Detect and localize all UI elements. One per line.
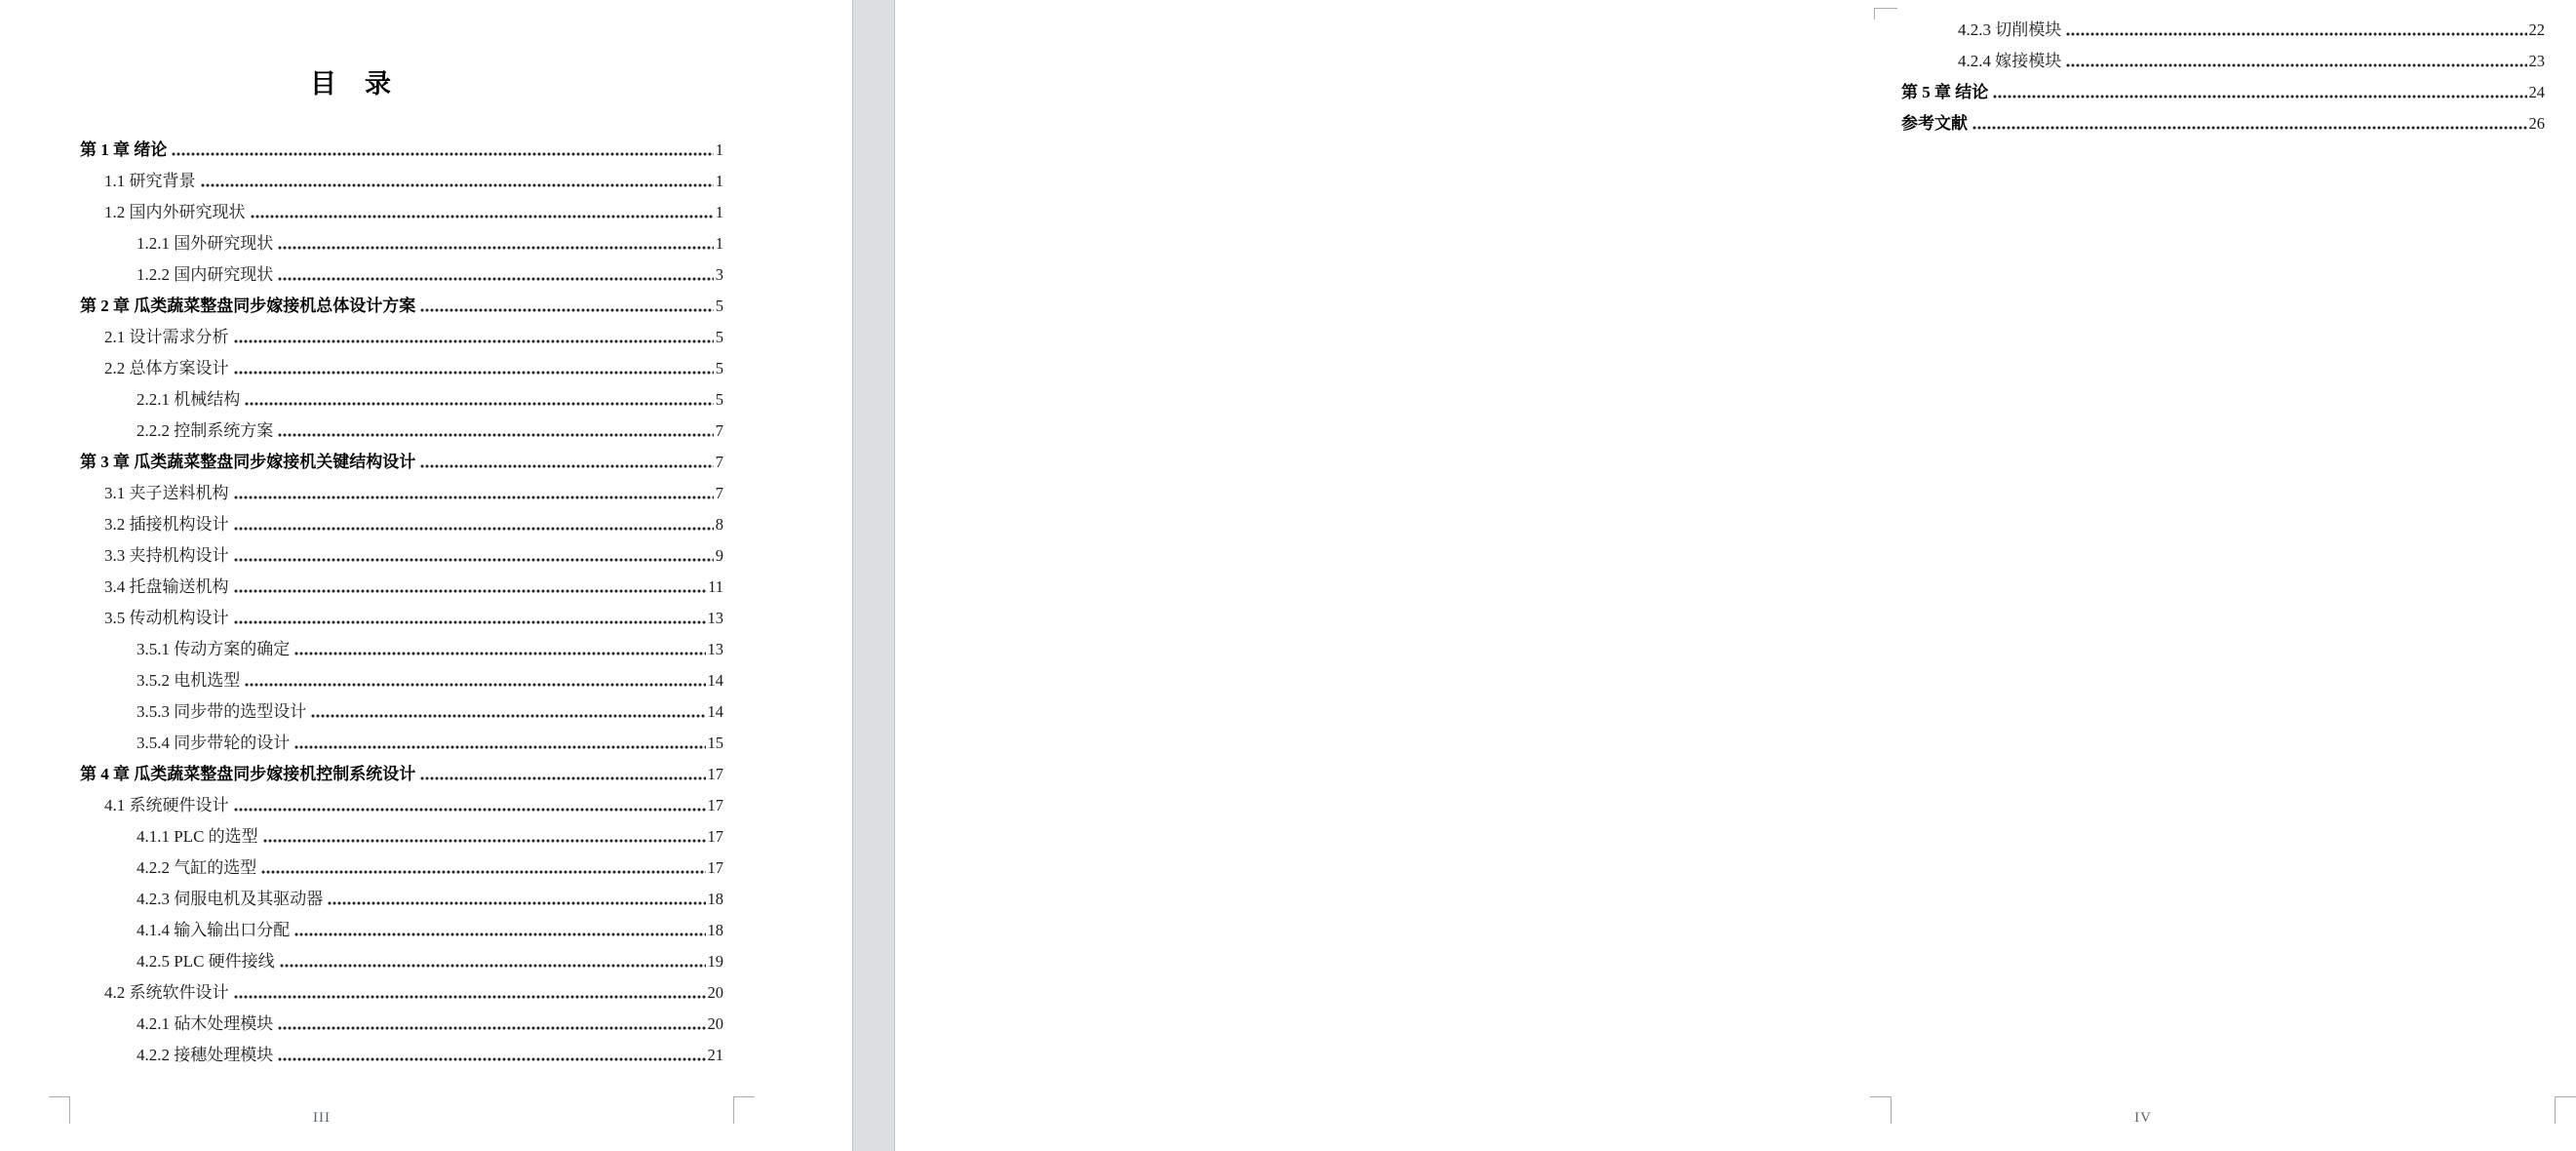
page-gap-divider xyxy=(852,0,895,1151)
toc-entry-page-number: 11 xyxy=(708,577,723,596)
dot-leader xyxy=(278,1026,705,1030)
toc-entry[interactable] xyxy=(80,321,723,352)
toc-entry-label: 3.5.2 电机选型 xyxy=(137,671,241,690)
toc-entry-page-number: 15 xyxy=(707,734,723,752)
dot-leader xyxy=(245,683,705,687)
dot-leader xyxy=(1993,95,2526,99)
toc-entry[interactable] xyxy=(80,820,723,852)
dot-leader xyxy=(420,308,714,312)
dot-leader xyxy=(2066,63,2526,67)
toc-entry-label: 第 5 章 结论 xyxy=(1901,83,1989,101)
toc-entry-page-number: 13 xyxy=(707,609,723,627)
toc-entry-label: 2.2 总体方案设计 xyxy=(104,359,229,377)
dot-leader xyxy=(328,901,705,905)
toc-entry[interactable] xyxy=(80,415,723,446)
toc-entry-label: 3.5.3 同步带的选型设计 xyxy=(137,702,307,721)
page-right xyxy=(895,0,2545,1151)
toc-entry-page-number: 23 xyxy=(2528,52,2545,70)
dot-leader xyxy=(245,402,714,406)
dot-leader xyxy=(1972,126,2527,130)
toc-entry[interactable] xyxy=(80,165,723,196)
dot-leader xyxy=(263,839,706,843)
dot-leader xyxy=(234,620,706,624)
toc-entry-page-number: 21 xyxy=(707,1046,723,1064)
toc-entry[interactable] xyxy=(80,883,723,914)
toc-entry[interactable] xyxy=(80,508,723,539)
dot-leader xyxy=(234,496,714,499)
toc-entry-label: 第 1 章 绪论 xyxy=(80,140,168,159)
dot-leader xyxy=(261,870,705,874)
toc-entry[interactable] xyxy=(1901,14,2545,45)
toc-entry-label: 参考文献 xyxy=(1901,114,1968,133)
toc-entry-page-number: 17 xyxy=(707,765,723,783)
toc-entry-label: 4.2.2 接穗处理模块 xyxy=(137,1046,274,1064)
toc-entry-page-number: 3 xyxy=(715,265,723,284)
toc-entry-label: 3.4 托盘输送机构 xyxy=(104,577,229,596)
toc-entry-page-number: 22 xyxy=(2528,20,2545,39)
toc-entry-label: 4.2.3 切削模块 xyxy=(1958,20,2062,39)
toc-entry[interactable] xyxy=(80,1008,723,1039)
toc-entry-page-number: 20 xyxy=(707,983,723,1002)
toc-entry[interactable] xyxy=(80,945,723,976)
toc-entry-label: 2.2.1 机械结构 xyxy=(137,390,241,409)
toc-entry-page-number: 1 xyxy=(715,234,723,253)
toc-entry-page-number: 5 xyxy=(715,359,723,377)
toc-entry-page-number: 7 xyxy=(715,484,723,502)
toc-entry-page-number: 17 xyxy=(707,858,723,877)
toc-entry-page-number: 8 xyxy=(715,515,723,534)
dot-leader xyxy=(234,995,706,999)
toc-entry-label: 2.2.2 控制系统方案 xyxy=(137,421,274,440)
toc-entry[interactable] xyxy=(80,1039,723,1070)
toc-entry-label: 1.2 国内外研究现状 xyxy=(104,203,246,221)
toc-entry-label: 4.1.4 输入输出口分配 xyxy=(137,921,291,939)
toc-entry-label: 3.5.1 传动方案的确定 xyxy=(137,640,291,658)
toc-entry-label: 4.2.1 砧木处理模块 xyxy=(137,1014,274,1033)
toc-entry[interactable] xyxy=(80,852,723,883)
toc-entry-label: 4.2.3 伺服电机及其驱动器 xyxy=(137,890,324,908)
toc-entry[interactable] xyxy=(80,976,723,1008)
toc-entry-label: 4.2.5 PLC 硬件接线 xyxy=(137,952,275,971)
toc-entry-label: 第 4 章 瓜类蔬菜整盘同步嫁接机控制系统设计 xyxy=(80,765,416,783)
toc-entry-page-number: 24 xyxy=(2528,83,2545,101)
toc-list-left xyxy=(80,134,723,1070)
dot-leader xyxy=(294,933,705,936)
toc-entry-page-number: 9 xyxy=(715,546,723,565)
toc-entry[interactable] xyxy=(80,539,723,571)
toc-entry-page-number: 7 xyxy=(715,453,723,471)
page-number-right: IV xyxy=(2134,1110,2152,1126)
toc-entry-label: 3.3 夹持机构设计 xyxy=(104,546,229,565)
toc-entry-page-number: 13 xyxy=(707,640,723,658)
toc-entry[interactable] xyxy=(80,914,723,945)
toc-entry[interactable] xyxy=(80,196,723,227)
toc-entry[interactable] xyxy=(80,633,723,664)
toc-entry[interactable] xyxy=(80,352,723,383)
toc-entry-page-number: 17 xyxy=(707,796,723,814)
dot-leader xyxy=(234,527,714,531)
toc-list-right xyxy=(1901,14,2545,139)
dot-leader xyxy=(311,714,705,718)
text-boundary-corner-mark xyxy=(1870,1096,1892,1124)
toc-entry-page-number: 1 xyxy=(715,203,723,221)
toc-entry[interactable] xyxy=(80,134,723,165)
toc-entry[interactable] xyxy=(80,695,723,727)
toc-entry[interactable] xyxy=(80,571,723,602)
toc-entry-label: 1.2.2 国内研究现状 xyxy=(137,265,274,284)
toc-entry-label: 4.1.1 PLC 的选型 xyxy=(137,827,258,846)
toc-entry-page-number: 20 xyxy=(707,1014,723,1033)
toc-entry[interactable] xyxy=(80,789,723,820)
dot-leader xyxy=(420,776,705,780)
dot-leader xyxy=(294,652,705,655)
dot-leader xyxy=(251,215,714,218)
dot-leader xyxy=(234,808,706,812)
toc-entry[interactable] xyxy=(1901,76,2545,107)
text-boundary-corner-mark xyxy=(1874,8,1897,20)
toc-entry[interactable] xyxy=(80,664,723,695)
toc-entry[interactable] xyxy=(80,727,723,758)
dot-leader xyxy=(278,433,714,437)
text-boundary-corner-mark xyxy=(2555,1096,2576,1124)
dot-leader xyxy=(280,964,706,968)
dot-leader xyxy=(278,277,714,281)
dot-leader xyxy=(172,152,714,156)
dot-leader xyxy=(234,589,707,593)
toc-entry-page-number: 17 xyxy=(707,827,723,846)
toc-entry-page-number: 5 xyxy=(715,390,723,409)
dot-leader xyxy=(234,558,714,562)
toc-entry-label: 2.1 设计需求分析 xyxy=(104,328,229,346)
toc-entry-page-number: 1 xyxy=(715,140,723,159)
toc-entry-page-number: 5 xyxy=(715,297,723,315)
toc-entry[interactable] xyxy=(80,290,723,321)
toc-entry-page-number: 14 xyxy=(707,702,723,721)
toc-entry-page-number: 18 xyxy=(707,890,723,908)
toc-entry-page-number: 7 xyxy=(715,421,723,440)
dot-leader xyxy=(294,745,705,749)
page-number-left: III xyxy=(313,1110,331,1126)
toc-entry[interactable] xyxy=(1901,107,2545,139)
toc-entry-label: 4.2.2 气缸的选型 xyxy=(137,858,257,877)
toc-entry[interactable] xyxy=(80,758,723,789)
toc-entry[interactable] xyxy=(80,227,723,258)
dot-leader xyxy=(2066,32,2526,36)
toc-entry-label: 3.1 夹子送料机构 xyxy=(104,484,229,502)
text-boundary-corner-mark xyxy=(49,1096,70,1124)
toc-entry-label: 1.2.1 国外研究现状 xyxy=(137,234,274,253)
toc-entry[interactable] xyxy=(80,602,723,633)
toc-entry-label: 第 2 章 瓜类蔬菜整盘同步嫁接机总体设计方案 xyxy=(80,297,416,315)
toc-entry-label: 第 3 章 瓜类蔬菜整盘同步嫁接机关键结构设计 xyxy=(80,453,416,471)
toc-entry[interactable] xyxy=(80,446,723,477)
toc-entry-label: 3.5 传动机构设计 xyxy=(104,609,229,627)
toc-entry-label: 3.2 插接机构设计 xyxy=(104,515,229,534)
toc-entry[interactable] xyxy=(80,477,723,508)
toc-entry-label: 4.2.4 嫁接模块 xyxy=(1958,52,2062,70)
toc-entry-label: 1.1 研究背景 xyxy=(104,172,196,190)
toc-entry-page-number: 18 xyxy=(707,921,723,939)
toc-entry-label: 4.2 系统软件设计 xyxy=(104,983,229,1002)
text-boundary-corner-mark xyxy=(733,1096,755,1124)
dot-leader xyxy=(234,371,714,375)
dot-leader xyxy=(234,339,714,343)
dot-leader xyxy=(278,246,714,250)
toc-entry-label: 3.5.4 同步带轮的设计 xyxy=(137,734,291,752)
toc-entry[interactable] xyxy=(1901,45,2545,76)
toc-entry-page-number: 5 xyxy=(715,328,723,346)
toc-entry-label: 4.1 系统硬件设计 xyxy=(104,796,229,814)
toc-entry-page-number: 26 xyxy=(2528,114,2545,133)
toc-entry-page-number: 14 xyxy=(707,671,723,690)
toc-entry[interactable] xyxy=(80,383,723,415)
dot-leader xyxy=(420,464,714,468)
toc-entry[interactable] xyxy=(80,258,723,290)
toc-entry-page-number: 1 xyxy=(715,172,723,190)
toc-title: 目 录 xyxy=(310,69,392,99)
toc-entry-page-number: 19 xyxy=(707,952,723,971)
dot-leader xyxy=(201,183,714,187)
dot-leader xyxy=(278,1057,705,1061)
page-left xyxy=(0,0,852,1151)
